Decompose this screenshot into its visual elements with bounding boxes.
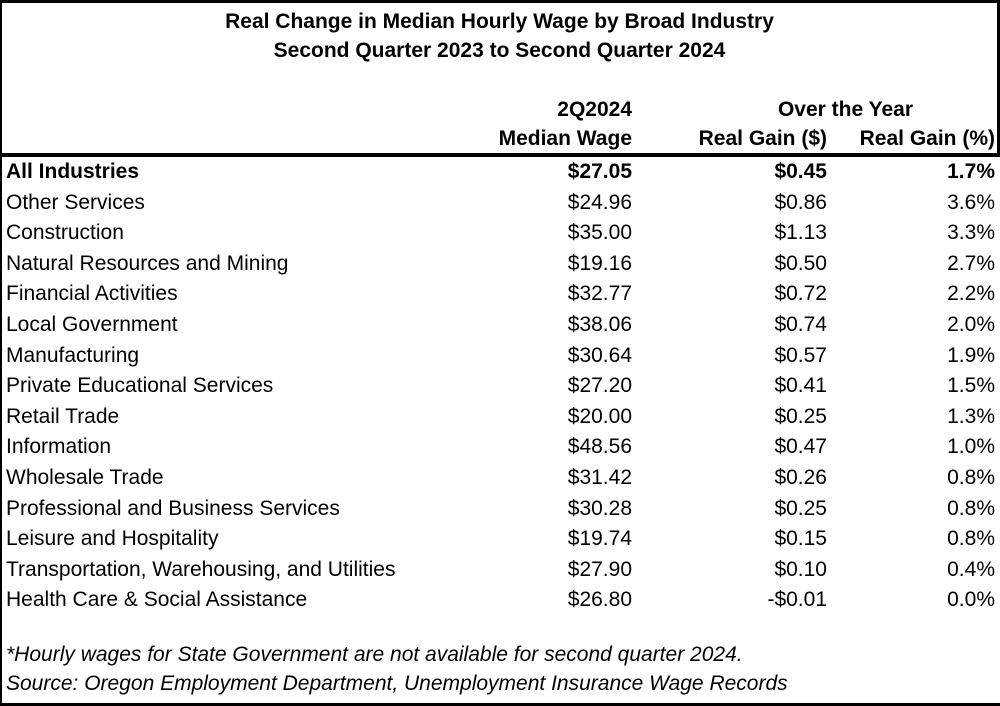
industry-cell: Information <box>6 435 112 459</box>
industry-cell: Private Educational Services <box>6 374 274 398</box>
table-row <box>2 524 1000 555</box>
industry-cell: Financial Activities <box>6 282 178 306</box>
industry-cell: Natural Resources and Mining <box>6 251 289 275</box>
footnote-source: Source: Oregon Employment Department, Unemployment Insurance Wage Records <box>6 671 788 695</box>
gain-dollars-cell: $0.72 <box>774 282 827 306</box>
median-wage-cell: $30.64 <box>567 343 632 367</box>
industry-cell: Professional and Business Services <box>6 496 340 520</box>
gain-dollars-cell: $0.86 <box>774 190 827 214</box>
median-wage-cell: $24.96 <box>567 190 632 214</box>
table-row <box>2 188 1000 219</box>
gain-percent-cell: 1.0% <box>947 435 995 459</box>
header-over-the-year-label: Over the Year <box>777 98 914 121</box>
gain-percent-cell: 2.2% <box>947 282 995 306</box>
industry-cell: Wholesale Trade <box>6 465 164 489</box>
header-real-gain-percent-label: Real Gain (%) <box>859 127 995 150</box>
table-row <box>2 218 1000 249</box>
industry-cell: Construction <box>6 221 124 245</box>
gain-dollars-cell: $0.50 <box>774 251 827 275</box>
industry-cell: Health Care & Social Assistance <box>6 588 308 612</box>
median-wage-cell: $38.06 <box>567 312 632 336</box>
page-title <box>2 7 997 65</box>
header-spacer <box>2 65 997 95</box>
gain-percent-cell: 1.3% <box>947 404 995 428</box>
median-wage-cell: $27.05 <box>567 160 632 183</box>
gain-dollars-cell: $0.26 <box>774 465 827 489</box>
table-row <box>2 494 1000 525</box>
gain-dollars-cell: $0.15 <box>774 527 827 551</box>
gain-percent-cell: 2.7% <box>947 251 995 275</box>
table-row <box>2 555 1000 586</box>
gain-percent-cell: 1.5% <box>947 374 995 398</box>
table-body-section <box>0 157 1000 706</box>
industry-cell: Manufacturing <box>6 343 140 367</box>
header-2q2024-label: 2Q2024 <box>557 98 632 121</box>
gain-percent-cell: 0.8% <box>947 527 995 551</box>
industry-cell: Transportation, Warehousing, and Utilities <box>6 557 396 581</box>
median-wage-cell: $19.16 <box>567 251 632 275</box>
gain-dollars-cell: $0.41 <box>774 374 827 398</box>
table-header-section <box>0 0 1000 157</box>
median-wage-cell: $30.28 <box>567 496 632 520</box>
median-wage-cell: $19.74 <box>567 527 632 551</box>
median-wage-cell: $32.77 <box>567 282 632 306</box>
gain-dollars-cell: $0.25 <box>774 404 827 428</box>
table-row <box>2 310 1000 341</box>
gain-dollars-cell: -$0.01 <box>767 588 827 612</box>
table-row <box>2 249 1000 280</box>
gain-percent-cell: 3.3% <box>947 221 995 245</box>
gain-dollars-cell: $0.45 <box>774 160 827 183</box>
gain-percent-cell: 1.7% <box>947 160 995 183</box>
table-row <box>2 463 1000 494</box>
gain-percent-cell: 0.4% <box>947 557 995 581</box>
table-row <box>2 432 1000 463</box>
column-header-row-top <box>2 95 997 124</box>
gain-dollars-cell: $0.47 <box>774 435 827 459</box>
gain-dollars-cell: $0.25 <box>774 496 827 520</box>
gain-percent-cell: 0.0% <box>947 588 995 612</box>
industry-cell: Leisure and Hospitality <box>6 527 219 551</box>
table-row <box>2 341 1000 372</box>
industry-cell: Retail Trade <box>6 404 120 428</box>
table-row <box>2 279 1000 310</box>
industry-cell: All Industries <box>6 160 140 183</box>
gain-dollars-cell: $1.13 <box>774 221 827 245</box>
median-wage-cell: $20.00 <box>567 404 632 428</box>
table-row <box>2 371 1000 402</box>
median-wage-cell: $35.00 <box>567 221 632 245</box>
gain-dollars-cell: $0.74 <box>774 312 827 336</box>
median-wage-cell: $31.42 <box>567 465 632 489</box>
median-wage-cell: $26.80 <box>567 588 632 612</box>
page-title-line2: Second Quarter 2023 to Second Quarter 2024 <box>273 39 726 62</box>
table-row <box>2 585 1000 616</box>
median-wage-cell: $27.90 <box>567 557 632 581</box>
industry-cell: Local Government <box>6 312 178 336</box>
header-industry-placeholder <box>6 95 460 124</box>
header-real-gain-dollars-label: Real Gain ($) <box>698 127 827 150</box>
median-wage-cell: $27.20 <box>567 374 632 398</box>
gain-dollars-cell: $0.10 <box>774 557 827 581</box>
header-median-wage-label: Median Wage <box>498 127 632 150</box>
table-row <box>2 402 1000 433</box>
industry-cell: Other Services <box>6 190 145 214</box>
median-wage-cell: $48.56 <box>567 435 632 459</box>
gain-percent-cell: 1.9% <box>947 343 995 367</box>
gain-percent-cell: 2.0% <box>947 312 995 336</box>
footnotes <box>2 640 1000 698</box>
gain-percent-cell: 0.8% <box>947 465 995 489</box>
gain-dollars-cell: $0.57 <box>774 343 827 367</box>
header-industry-placeholder <box>6 124 460 153</box>
footnote-availability: *Hourly wages for State Government are not available for second quarter 2024. <box>6 642 743 666</box>
table-row <box>2 157 1000 188</box>
gain-percent-cell: 3.6% <box>947 190 995 214</box>
page-title-line1: Real Change in Median Hourly Wage by Broad Industry <box>225 10 774 33</box>
gain-percent-cell: 0.8% <box>947 496 995 520</box>
column-header-row-bottom <box>2 124 997 153</box>
